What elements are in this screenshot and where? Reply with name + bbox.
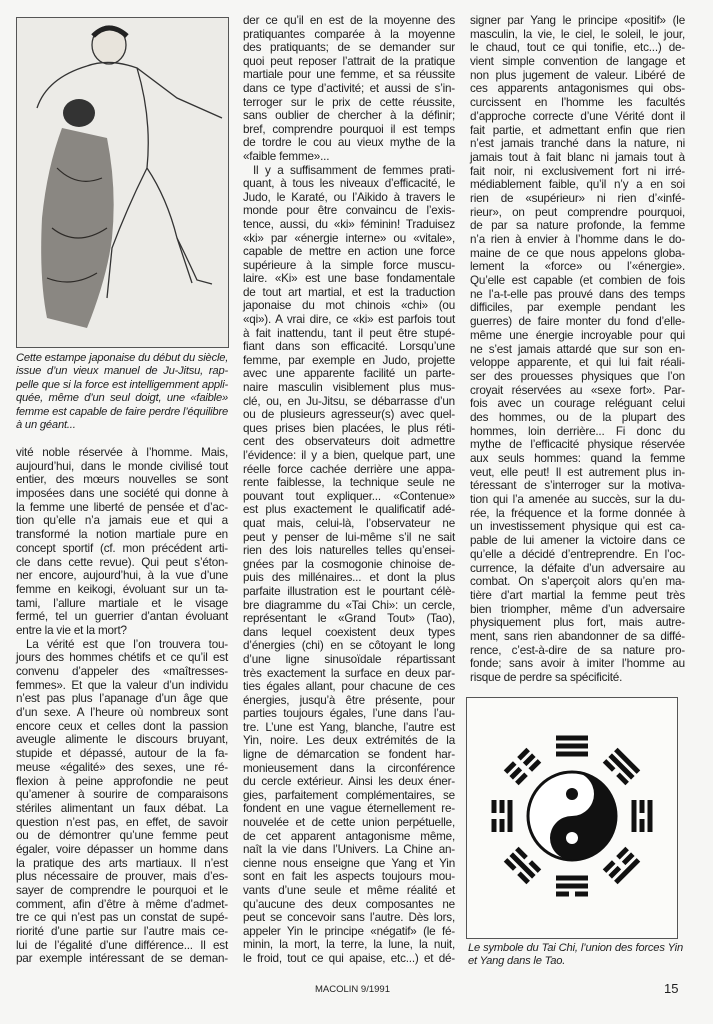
text-line: le chaud, tout ce qui tonifie, etc...) de- [470, 41, 685, 55]
text-line: non plus jugement de valeur. Libéré de [470, 68, 685, 82]
text-line: lui de l’égalité d’une différence... Il est [16, 938, 228, 952]
text-line: «ki» par «énergie interne» ou «vitale», [243, 231, 455, 245]
tai-chi-diagram [466, 697, 678, 939]
text-line: de tordre le cou au vieux mythe de la [243, 136, 455, 150]
text-line: supérieure à la simple force muscu- [243, 258, 455, 272]
text-line: riorité d’une partie sur l’autre mais ce- [16, 925, 228, 939]
text-line: masculin, la vie, le ciel, le soleil, le jour, [470, 27, 685, 41]
text-line: jamais tout à fait blanc ni jamais tout à [470, 150, 685, 164]
text-line: signer par Yang le principe «positif» (le [470, 14, 685, 27]
caption-line: et Yang dans le Tao. [468, 955, 566, 968]
text-line: japonaise du mot chinois «chi» (ou [243, 299, 455, 313]
text-line: imposées dans une société qui donne à [16, 487, 228, 501]
text-line: guerres) de faire monter du fond d’elle- [470, 315, 685, 329]
text-line: mythe de l’efficacité physique réservée [470, 438, 685, 452]
text-line: difficiles, par exemple pendant les [470, 301, 685, 315]
text-line: rien de «supérieur» ni rien d’«infé- [470, 191, 685, 205]
text-line: curcissent en l’homme les facultés [470, 96, 685, 110]
text-line: d’énergies (chi) en se côtoyant le long [243, 639, 455, 653]
text-line: entier, des mœurs nouvelles se sont [16, 473, 228, 487]
caption-line: quée, même d’un seul doigt, une «faible» [16, 392, 228, 405]
text-line: parfaite illustration est le pourtant célè- [243, 584, 455, 598]
text-line: risque de perdre sa spécificité. [470, 671, 623, 684]
text-line: fois avec un courage reléguant celui [470, 397, 685, 411]
text-line: énergies, jusqu’à être présente, pour [243, 693, 455, 707]
text-line: bref, comprendre pourquoi il est temps [243, 122, 455, 136]
text-line: téressant de s’interroger sur la motiva- [470, 479, 685, 493]
text-column-2 [243, 14, 455, 966]
text-line: fermé, tel un guerrier d’antan évoluant [16, 610, 228, 624]
text-line: naît la vie dans l’Univers. La Chine an- [243, 843, 455, 857]
text-line: femmes». Et que la valeur d’un individu [16, 678, 228, 692]
text-line: stériles alimentant un faux débat. La [16, 801, 228, 815]
text-line: égaler, voire dépasser un homme dans [16, 842, 228, 856]
text-line: femme, par exemple en Judo, projette [243, 353, 455, 367]
text-line: réelle force cachée derrière une appa- [243, 462, 455, 476]
text-line: d’un sexe. A l’heure où nombreux sont [16, 706, 228, 720]
text-line: entre la vie et la mort? [16, 623, 127, 637]
text-line: des hommes, ou de la plupart des [470, 410, 685, 424]
text-line: pable de lui amener la victoire dans ce [470, 534, 685, 548]
text-line: pratiquantes comparée à la moyenne [243, 27, 455, 41]
text-column-3 [470, 14, 685, 685]
text-line: «faible femme»... [243, 149, 330, 163]
trigram [556, 876, 588, 897]
text-line: fait partie, et admettant enfin que rien [470, 123, 685, 137]
text-line: veut, elle peut! Il est autrement plus in- [470, 465, 685, 479]
text-line: nouvelée et de cette union perpétuelle, [243, 816, 455, 830]
text-line: la femme une liberté de pensée et d’ac- [16, 500, 228, 514]
text-line: ques prises bien placées, le plus réti- [243, 421, 455, 435]
text-line: vient simple convention de langage et [470, 55, 685, 69]
trigram [556, 736, 588, 757]
text-line: transformé la notion martiale pure en [16, 528, 228, 542]
caption-line: femme est capable de faire perdre l’équilibre [16, 405, 228, 418]
text-line: physiquement plus fort, mais autre- [470, 616, 685, 630]
text-line: n’est jamais tranché dans la nature, ni [470, 137, 685, 151]
caption-line: issue d’un vieux manuel de Ju-Jitsu, rap- [16, 365, 228, 378]
text-line: Qu’elle est capable (et combien de fois [470, 274, 685, 288]
text-line: ner encore, aujourd’hui, à la vue d’une [16, 569, 228, 583]
text-line: qu’amener à sourire de comparaisons [16, 788, 228, 802]
text-line: «qi»). A vrai dire, ce «ki» est parfois tout [243, 313, 455, 327]
yin-yang-symbol [528, 772, 616, 860]
text-line: ou de plusieurs agresseur(s) avec quel- [243, 408, 455, 422]
text-line: cle dans cette revue). Qui peut s’éton- [16, 555, 228, 569]
caption-line: Cette estampe japonaise du début du siècle, [16, 352, 229, 364]
text-line: gies, parfaitement complémentaires, se [243, 788, 455, 802]
text-line: médiablement faible, qu’il n’y a en soi [470, 178, 685, 192]
text-line: naire masculin visiblement plus mus- [243, 381, 455, 395]
text-line: fait noir, ni exclusivement fort ni irré- [470, 164, 685, 178]
text-line: martiale pour une femme, et sa réussite [243, 68, 455, 82]
text-line: femme en keikogi, évoluant sur un ta- [16, 582, 228, 596]
text-line: hommes, loin derrière... Fi donc du [470, 424, 685, 438]
text-line: vité noble réservée à l’homme. Mais, [16, 446, 228, 459]
trigram [504, 847, 541, 884]
text-line: tion qu’elle n’a jamais eue et qui a [16, 514, 228, 528]
text-line: maine de ce que nous appelons globa- [470, 246, 685, 260]
text-line: laire. «Ki» est une base fondamentale [243, 272, 455, 286]
text-line: cent des observateurs doit admettre [243, 435, 455, 449]
text-line: ligne de démarcation se fondent har- [243, 748, 455, 762]
text-line: dans ce type d’activité; et aussi de s’in- [243, 81, 455, 95]
text-line: stupide et dépassé, autour de la fa- [16, 747, 228, 761]
text-line: tre. L’une est Yang, blanche, l’autre est [243, 720, 455, 734]
trigram [492, 800, 513, 832]
text-column-1 [16, 446, 228, 966]
text-line: la pratique des arts martiaux. Il n’est [16, 856, 228, 870]
jujitsu-figures-drawing [17, 18, 228, 347]
text-line: sans oublier de chercher à la définir; [243, 109, 455, 123]
jujitsu-print-illustration [16, 17, 229, 348]
trigram [603, 748, 640, 785]
text-line: même une énergie incroyable pour qui [470, 328, 685, 342]
text-line: tière d’art martial la femme peut très [470, 588, 685, 602]
text-line: rente faiblesse, la technique seule ne [243, 476, 455, 490]
text-line: tre ce qui n’est pas un constat de supé- [16, 911, 228, 925]
caption-line: pelle que si la force est intelligemment appli- [16, 378, 228, 391]
caption-line: Le symbole du Tai Chi, l’union des forces Yin [468, 942, 683, 954]
text-line: puis des millénaires... et dont la plus [243, 571, 455, 585]
text-line: rien des lois naturelles telles qu’ensei- [243, 544, 455, 558]
text-line: ser des prouesses physiques que l’on [470, 369, 685, 383]
text-line: flexion à peine approfondie ne peut [16, 774, 228, 788]
text-line: capable de mettre en action une force [243, 245, 455, 259]
text-line: de cet apparent antagonisme même, [243, 829, 455, 843]
text-line: aujourd’hui, dans le monde civilisé tout [16, 459, 228, 473]
text-line: encore ceux et celles dont la passion [16, 719, 228, 733]
yin-yang-trigrams-drawing [467, 698, 677, 938]
trigram [504, 748, 541, 785]
text-line: tami, l’allure martiale et le visage [16, 596, 228, 610]
text-line: qu’elle a décidé d’entreprendre. En l’oc- [470, 547, 685, 561]
text-line: très exactement la surface en deux par- [243, 666, 455, 680]
text-line: Judo, le Karaté, ou l’Aikido à travers le [243, 190, 455, 204]
text-line: ces apparents antagonismes qui obs- [470, 82, 685, 96]
text-line: représentant le «Grand Tout» (Tao), [243, 612, 455, 626]
text-line: ment, sans rien abandonner de sa diffé- [470, 629, 685, 643]
text-line: peut y penser de lui-même s’il ne sait [243, 530, 455, 544]
text-line: peut se concevoir sans l’autre. Dès lors, [243, 911, 455, 925]
text-line: bre diagramme du «Tai Chi»: un cercle, [243, 598, 455, 612]
text-line: gnées par la cosmogonie chinoise de- [243, 557, 455, 571]
text-line: ne s’est jamais attardé que sur son en- [470, 342, 685, 356]
text-line: ties égales allant, pour chacune de ces [243, 680, 455, 694]
text-line: par exemple intéressant de se deman- [16, 952, 228, 966]
text-line: jours des hommes chétifs et ce qu’il est [16, 651, 228, 665]
page-number: 15 [664, 981, 679, 996]
text-line: un investissement physique qui est ca- [470, 520, 685, 534]
text-line: d’approche correcte d’une Vérité dont il [470, 109, 685, 123]
caption-line: à un géant... [16, 418, 76, 431]
text-line: quat mais, celui-là, l’observateur ne [243, 516, 455, 530]
text-line: pouvant tout expliquer... «Contenue» [243, 489, 455, 503]
text-line: bien triompher, même d’un adversaire [470, 602, 685, 616]
text-line: currence, la défaite d’un adversaire au [470, 561, 685, 575]
text-line: rieur», on peut comprendre pourquoi, [470, 205, 685, 219]
text-line: d’une ligne sinusoïdale répartissant [243, 652, 455, 666]
text-line: des pratiquants; de se demander sur [243, 41, 455, 55]
text-line: minin, la mort, la terre, la lune, la nuit, [243, 938, 455, 952]
text-line: n’a rien à envier à l’homme dans le do- [470, 233, 685, 246]
trigram [603, 847, 640, 884]
text-line: convenu d’appeler des «maîtresses- [16, 665, 228, 678]
text-line: fonde; sans avoir à imiter l’homme au [470, 657, 685, 671]
text-line: terroger sur le prix de cette réussite, [243, 95, 455, 109]
text-line: plus nécessaire de prouver, mais d’es- [16, 870, 228, 884]
text-line: fondent en une vague éternellement re- [243, 802, 455, 816]
text-line: tion qui l’a amenée au succès, sur la du- [470, 493, 685, 507]
text-line: ou de démontrer qu’une femme peut [16, 829, 228, 843]
diagram-caption [468, 942, 683, 969]
text-line: vants d’une seule et même réalité et [243, 884, 455, 897]
illustration-caption [16, 352, 228, 432]
text-line: croyait réservées au «sexe fort». Par- [470, 383, 685, 397]
text-line: à fait inattendu, tant il peut être stupé- [243, 326, 455, 340]
text-line: parties toujours égales, l’une dans l’au- [243, 707, 455, 721]
text-line: dans lequel coexistent deux types [243, 625, 455, 639]
text-line: du cercle extérieur. Ainsi les deux éner- [243, 775, 455, 789]
text-line: cienne nous enseigne que Yang et Yin [243, 856, 455, 870]
text-line: monde pour être convaincu de l’exis- [243, 204, 455, 218]
text-line: fiant dans son efficacité. Lorsqu’une [243, 340, 455, 354]
text-line: quant, à tous les niveaux d’efficacité, le [243, 177, 455, 191]
text-line: ne l’a-t-elle pas prouvé dans des temps [470, 287, 685, 301]
text-line: question n’est pas, en effet, de savoir [16, 815, 228, 829]
text-line: de tout art martial, et est la traduction [243, 285, 455, 299]
text-line: rence, c’est-à-dire de sa nature pro- [470, 643, 685, 657]
text-line: quoi peut reposer l’attrait de la pratique [243, 54, 455, 68]
text-line: concept sportif (cf. mon précédent arti- [16, 541, 228, 555]
text-line: der ce qu’il en est de la moyenne des [243, 14, 455, 27]
text-line: qu’aucune des deux composantes ne [243, 897, 455, 911]
text-line: de par sa nature profonde, la femme [470, 219, 685, 233]
footer-journal-issue: MACOLIN 9/1991 [315, 984, 390, 995]
text-line: n’est pas plus l’apanage d’un âge que [16, 692, 228, 706]
text-line: avec une apparente facilité un parte- [243, 367, 455, 381]
text-line: clé, ou, en Ju-Jitsu, se débarrasse d’un [243, 394, 455, 408]
text-line: monieusement dans la circonférence [243, 761, 455, 775]
text-line: rée, la fréquence et la forme donnée à [470, 506, 685, 520]
text-line: veloppe apparente, et qui lui fait réali- [470, 356, 685, 370]
text-line: La vérité est que l’on trouvera tou- [26, 637, 228, 651]
text-line: sayer de comprendre le pourquoi et le [16, 884, 228, 897]
text-line: aveugle alimente le discours bruyant, [16, 733, 228, 747]
trigram [632, 800, 653, 832]
text-line: Il y a suffisamment de femmes prati- [253, 163, 455, 177]
text-line: comment, afin d’être à même d’admet- [16, 897, 228, 911]
text-line: lement la «force» ou l’«énergie». [470, 260, 685, 274]
text-line: est plus exactement le qualificatif adé- [243, 503, 455, 517]
text-line: appeler Yin le principe «négatif» (le fé- [243, 924, 455, 938]
text-line: tence, aussi, du «ki» féminin! Traduisez [243, 217, 455, 231]
text-line: aux seuls hommes: quand la femme [470, 452, 685, 465]
text-line: le froid, tout ce qui apaise, etc...) et dé- [243, 951, 455, 965]
text-line: Yin, noire. Les deux extrémités de la [243, 734, 455, 748]
text-line: l’évidence: il y a bien, quelque part, une [243, 449, 455, 462]
text-line: sont en fait les aspects toujours mou- [243, 870, 455, 884]
text-line: combat. On s’aperçoit alors qu’en ma- [470, 575, 685, 589]
text-line: meuse «égalité» des sexes, une ré- [16, 760, 228, 774]
